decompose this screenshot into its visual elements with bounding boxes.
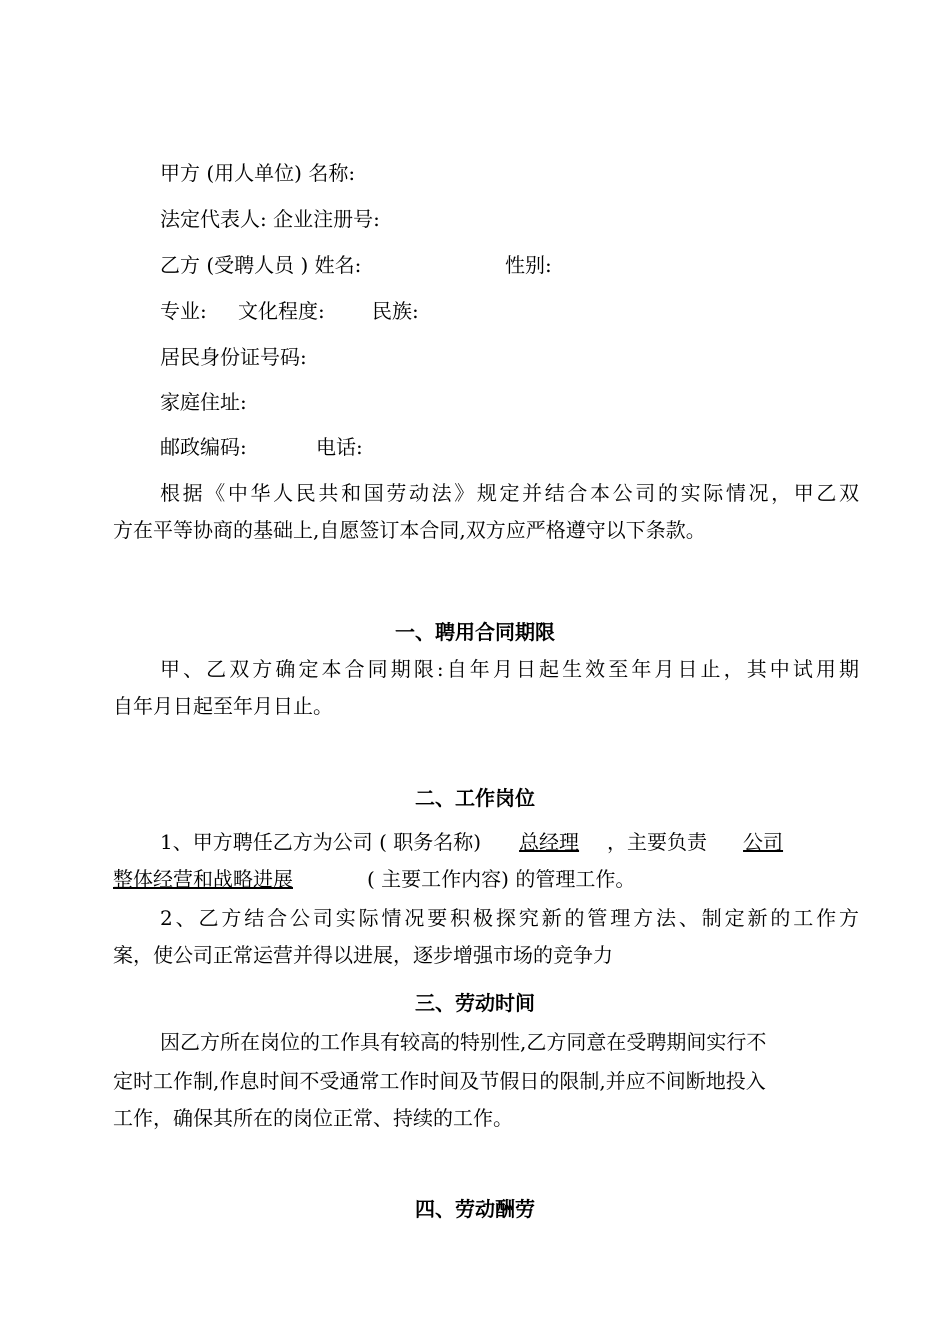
party-b-label: 乙方 (受聘人员 ) 姓名:: [160, 253, 362, 277]
duty-prefix: ，主要负责: [607, 830, 708, 854]
major-label: 专业:: [160, 299, 207, 323]
legal-rep-label: 法定代表人:: [160, 207, 267, 231]
section-4-title: 四、劳动酬劳: [415, 1197, 535, 1221]
section-2-title: 二、工作岗位: [415, 786, 535, 810]
section-1-title: 一、聘用合同期限: [395, 620, 555, 644]
section-1-line-1: 甲、乙双方确定本合同期限:自年月日起生效至年月日止，其中试用期: [160, 657, 859, 681]
intro-line-2: 方在平等协商的基础上,自愿签订本合同,双方应严格遵守以下条款。: [113, 518, 706, 542]
education-label: 文化程度:: [238, 299, 325, 323]
intro-line-1: 根据《中华人民共和国劳动法》规定并结合本公司的实际情况，甲乙双: [160, 481, 859, 505]
legal-rep-line: [160, 206, 380, 232]
ethnicity-label: 民族:: [372, 299, 419, 323]
phone-label: 电话:: [316, 435, 363, 459]
position-value: 总经理: [519, 830, 580, 854]
section-2-para-2-line-2: 案，使公司正常运营并得以进展，逐步增强市场的竞争力: [113, 943, 613, 967]
section-2-para-1-line-2: [113, 866, 635, 892]
duty-value-start: 公司: [743, 830, 784, 854]
section-3-line-2: 定时工作制,作息时间不受通常工作时间及节假日的限制,并应不间断地投入: [113, 1069, 766, 1093]
gender-label: 性别:: [505, 253, 552, 277]
section-1-line-2: 自年月日起至年月日止。: [113, 694, 333, 718]
address-label: 家庭住址:: [160, 390, 247, 414]
id-number-label: 居民身份证号码:: [160, 345, 307, 369]
duty-suffix: ( 主要工作内容) 的管理工作。: [367, 867, 636, 891]
section-3-line-3: 工作，确保其所在的岗位正常、持续的工作。: [113, 1106, 513, 1130]
section-2-para-2-line-1: 2、乙方结合公司实际情况要积极探究新的管理方法、制定新的工作方: [160, 906, 859, 930]
position-prefix: 1、甲方聘任乙方为公司 ( 职务名称): [160, 830, 482, 854]
section-2-para-1-line-1: [160, 829, 783, 855]
section-3-title: 三、劳动时间: [415, 991, 535, 1015]
reg-no-label: 企业注册号:: [273, 207, 380, 231]
duty-value-rest: 整体经营和战略进展: [113, 867, 293, 891]
section-3-line-1: 因乙方所在岗位的工作具有较高的特别性,乙方同意在受聘期间实行不: [160, 1030, 767, 1054]
party-a-label: 甲方 (用人单位) 名称:: [160, 161, 356, 185]
postcode-label: 邮政编码:: [160, 435, 247, 459]
